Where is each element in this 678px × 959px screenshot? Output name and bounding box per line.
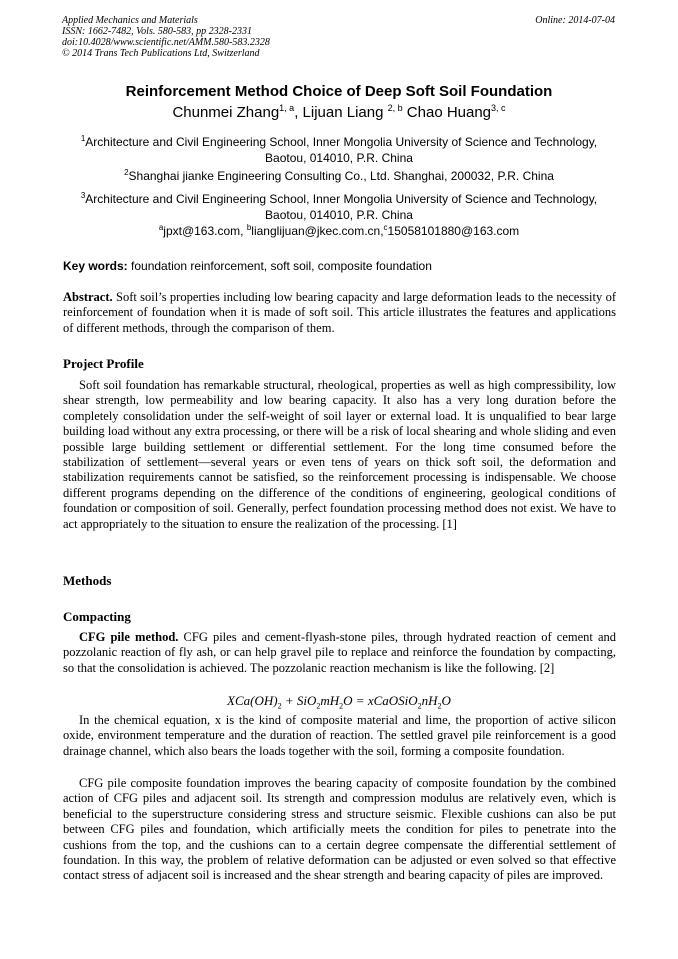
- doi-line: doi:10.4028/www.scientific.net/AMM.580-583.2328: [62, 37, 270, 48]
- section-heading-project-profile: Project Profile: [63, 356, 144, 371]
- keywords: [63, 259, 616, 273]
- subsection-heading-compacting: Compacting: [63, 609, 131, 624]
- project-profile-paragraph: Soft soil foundation has remarkable structural, rheological, properties as well as high compressibility, low shear strength, low permeability and low bearing capacity. It also has a very long duration before the completely consolidation under the self-weight of soil layer or external load. It is unqualified to bear large building load without any extra processing, or there will be a risk of local shearing and whole sliding and even possible large building settlement or differential settlement. For the long time consumed before the stabilization of settlement—several years or even tens of years on thick soft soil, the deformation and stabilization requirements cannot be satisfied, so the reinforcement processing is indispensable. We choose different programs depending on the difference of the conditions of engineering, geological conditions of foundation or composition of soil. Generally, perfect foundation processing method does not exist. We have to act appropriately to the situation to ensure the realization of the processing. [1]: [63, 378, 616, 531]
- eq-sub: 2: [339, 701, 344, 711]
- copyright-line: © 2014 Trans Tech Publications Ltd, Switzerland: [62, 48, 260, 59]
- eq-part: O = xCaOSiO: [343, 693, 418, 708]
- equation-explanation-paragraph: In the chemical equation, x is the kind of composite material and lime, the proportion of active silicon oxide, environment temperature and the duration of reaction. The settled gravel pile reinforcement is a good drainage channel, which also bears the loads together with the soil, forming a composite foundation.: [63, 713, 616, 758]
- abstract-label: Abstract.: [63, 290, 113, 304]
- email-list: [60, 223, 618, 238]
- keywords-label: Key words:: [63, 259, 128, 273]
- email-sup: a: [158, 223, 164, 232]
- eq-part: mH: [320, 693, 340, 708]
- email-sup: c: [383, 223, 388, 232]
- section-heading-methods: Methods: [63, 573, 112, 588]
- abstract: [63, 290, 616, 336]
- affiliation-text: Architecture and Civil Engineering School, Inner Mongolia University of Science and Technology, Baotou, 014010, P.R. China: [85, 192, 598, 222]
- eq-part: nH: [421, 693, 438, 708]
- author-sup: 3, c: [491, 103, 506, 113]
- keywords-text: foundation reinforcement, soft soil, composite foundation: [131, 259, 432, 273]
- author-sup: 1, a: [279, 103, 295, 113]
- affiliation-sup: 1: [80, 134, 86, 143]
- cfg-paragraph: [63, 630, 616, 676]
- cfg-label: CFG pile method.: [79, 630, 179, 644]
- affiliation-text: Architecture and Civil Engineering School, Inner Mongolia University of Science and Technology, Baotou, 014010, P.R. China: [85, 135, 598, 165]
- eq-sub: 2: [277, 701, 282, 711]
- journal-name: Applied Mechanics and Materials: [62, 15, 198, 26]
- cfg-composite-paragraph: CFG pile composite foundation improves the bearing capacity of composite foundation by the combined action of CFG piles and adjacent soil. Its strength and compression modulus are relatively even, which is beneficial to the superstructure considering stress and structure seismic. Flexible cushions can also be put between CFG piles and foundation, which artificially meets the condition for piles to penetrate into the cushions from the top, and the cushions can to a certain degree compensate the differential settlement of foundation. In this way, the problem of relative deformation can be adjusted or even solved so that effective contact stress of adjacent soil is increased and the shear strength and bearing capacity of piles are improved.: [63, 776, 616, 883]
- eq-sub: 2: [417, 701, 422, 711]
- email-link[interactable]: lianglijuan@jkec.com.cn,: [251, 224, 384, 238]
- email-sup: b: [246, 223, 252, 232]
- eq-part: + SiO: [281, 693, 317, 708]
- eq-sub: 2: [437, 701, 442, 711]
- cfg-text: CFG piles and cement-flyash-stone piles, through hydrated reaction of cement and pozzolanic reaction of fly ash, or can help gravel pile to replace and reinforce the foundation by compacting, so that the consolidation is achieved. The pozzolanic reaction mechanism is like the following. [2]: [63, 630, 617, 675]
- eq-part: O: [441, 693, 451, 708]
- author-name: Chao Huang: [406, 104, 492, 121]
- email-link[interactable]: 15058101880@163.com: [387, 224, 520, 238]
- chemical-equation: [0, 693, 678, 711]
- affiliation-3: [60, 188, 618, 223]
- author-name: Lijuan Liang: [302, 104, 384, 121]
- email-link[interactable]: jpxt@163.com,: [163, 224, 247, 238]
- journal-info: [62, 15, 270, 59]
- author-name: Chunmei Zhang: [172, 104, 280, 121]
- eq-sub: 2: [316, 701, 321, 711]
- issn-line: ISSN: 1662-7482, Vols. 580-583, pp 2328-2331: [62, 26, 252, 37]
- eq-part: XCa(OH): [227, 693, 278, 708]
- affiliation-1: [60, 131, 618, 166]
- abstract-text: Soft soil’s properties including low bearing capacity and large deformation leads to the necessity of reinforcement of foundation when it is made of soft soil. This article illustrates the features and applications of different methods, through the comparison of them.: [63, 290, 617, 335]
- online-date: Online: 2014-07-04: [535, 15, 615, 26]
- paper-title: Reinforcement Method Choice of Deep Soft Soil Foundation: [125, 83, 553, 100]
- affiliation-text: Shanghai jianke Engineering Consulting Co., Ltd. Shanghai, 200032, P.R. China: [128, 169, 554, 183]
- author-sup: 2, b: [387, 103, 403, 113]
- author-list: Chunmei Zhang$^{1, a}$, Lijuan Liang $^{2, b}$ Chao Huang$^{3, c}$: [172, 103, 506, 121]
- affiliation-sup: 3: [80, 191, 86, 200]
- affiliation-sup: 2: [124, 168, 129, 177]
- affiliation-2: [60, 165, 618, 184]
